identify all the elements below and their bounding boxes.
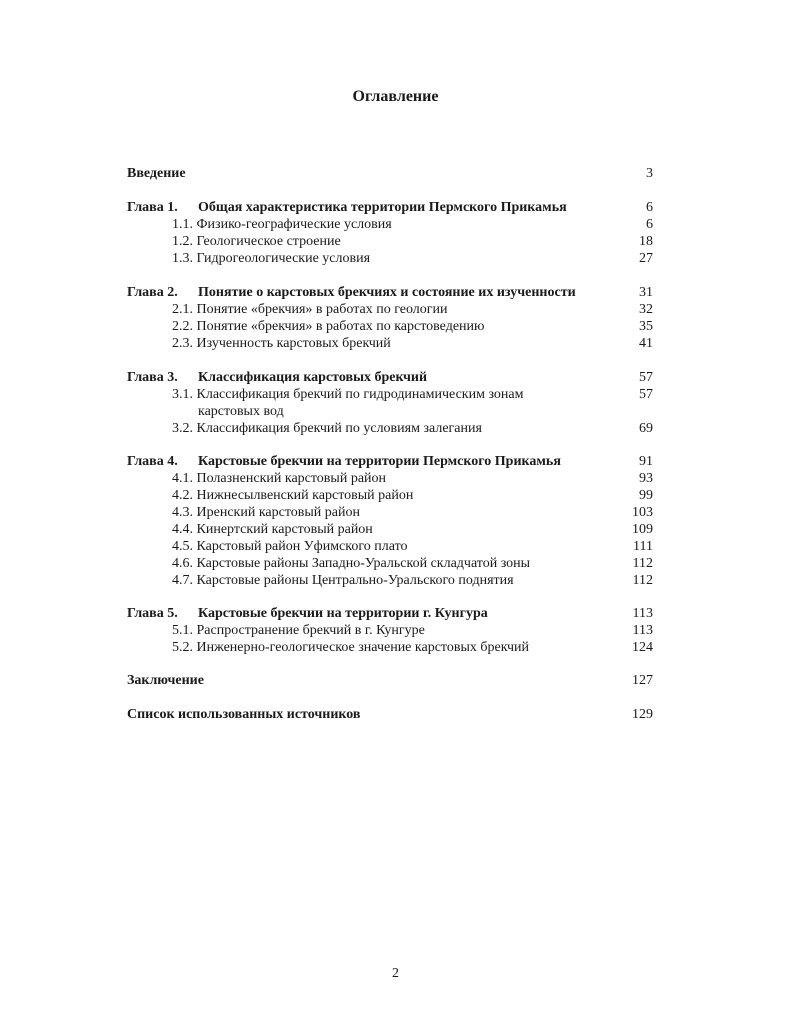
toc-section-4-3[interactable]	[0, 504, 791, 521]
toc-entry-page: 69	[639, 421, 653, 436]
section-label: 4.6. Карстовые районы Западно-Уральской складчатой зоны	[172, 556, 531, 571]
section-label: 2.2. Понятие «брекчия» в работах по карстоведению	[172, 319, 485, 334]
toc-entry-page: 57	[639, 370, 653, 385]
toc-entry-conclusion[interactable]	[0, 672, 791, 689]
toc-entry-page: 111	[633, 539, 653, 554]
chapter-number: Глава 1.	[127, 200, 178, 215]
chapter-number: Глава 5.	[127, 606, 178, 621]
toc-entry-page: 35	[639, 319, 653, 334]
chapter-number: Глава 4.	[127, 454, 178, 469]
toc-section-2-3[interactable]	[0, 335, 791, 352]
section-label: 5.2. Инженерно-геологическое значение карстовых брекчий	[172, 640, 529, 655]
section-label: 4.1. Полазненский карстовый район	[172, 471, 387, 486]
toc-entry-page: 127	[632, 673, 653, 688]
toc-entry-references[interactable]	[0, 706, 791, 723]
section-label: 2.1. Понятие «брекчия» в работах по геологии	[172, 302, 448, 317]
toc-entry-page: 112	[632, 573, 653, 588]
toc-chapter-3[interactable]	[0, 369, 791, 386]
chapter-number: Глава 2.	[127, 285, 178, 300]
toc-section-2-1[interactable]	[0, 301, 791, 318]
toc-entry-page: 31	[639, 285, 653, 300]
chapter-title: Карстовые брекчии на территории г. Кунгура	[198, 606, 488, 621]
toc-entry-introduction[interactable]	[0, 165, 791, 182]
section-label: 3.2. Классификация брекчий по условиям залегания	[172, 421, 482, 436]
chapter-title: Общая характеристика территории Пермского Прикамья	[198, 200, 567, 215]
toc-entry-page: 3	[646, 166, 653, 181]
section-label: 1.2. Геологическое строение	[172, 234, 341, 249]
toc-entry-page: 91	[639, 454, 653, 469]
chapter-title: Карстовые брекчии на территории Пермского Прикамья	[198, 454, 561, 469]
toc-entry-page: 109	[632, 522, 653, 537]
toc-entry-page: 93	[639, 471, 653, 486]
section-label: 3.1. Классификация брекчий по гидродинамическим зонам	[172, 387, 524, 402]
toc-section-3-1[interactable]	[0, 386, 791, 403]
toc-entry-page: 32	[639, 302, 653, 317]
toc-entry-page: 6	[646, 217, 653, 232]
toc-entry-page: 99	[639, 488, 653, 503]
toc-section-4-1[interactable]	[0, 470, 791, 487]
section-label-continuation: карстовых вод	[198, 404, 284, 419]
toc-section-3-2[interactable]	[0, 420, 791, 437]
toc-entry-page: 103	[632, 505, 653, 520]
toc-entry-label: Список использованных источников	[127, 707, 361, 722]
toc-section-4-2[interactable]	[0, 487, 791, 504]
section-label: 4.5. Карстовый район Уфимского плато	[172, 539, 408, 554]
toc-section-3-1-continuation[interactable]	[0, 403, 791, 420]
page-title: Оглавление	[352, 88, 439, 105]
toc-entry-label: Заключение	[127, 673, 204, 688]
toc-entry-page: 124	[632, 640, 653, 655]
toc-chapter-4[interactable]	[0, 453, 791, 470]
toc-entry-page: 27	[639, 251, 653, 266]
toc-section-1-3[interactable]	[0, 250, 791, 267]
toc-section-2-2[interactable]	[0, 318, 791, 335]
toc-section-4-6[interactable]	[0, 555, 791, 572]
section-label: 4.2. Нижнесылвенский карстовый район	[172, 488, 414, 503]
toc-entry-page: 112	[632, 556, 653, 571]
toc-entry-page: 113	[632, 623, 653, 638]
toc-chapter-5[interactable]	[0, 605, 791, 622]
toc-section-1-2[interactable]	[0, 233, 791, 250]
section-label: 2.3. Изученность карстовых брекчий	[172, 336, 391, 351]
toc-entry-page: 113	[632, 606, 653, 621]
section-label: 4.4. Кинертский карстовый район	[172, 522, 373, 537]
toc-entry-page: 41	[639, 336, 653, 351]
toc-section-4-7[interactable]	[0, 572, 791, 589]
toc-entry-page: 18	[639, 234, 653, 249]
section-label: 5.1. Распространение брекчий в г. Кунгуре	[172, 623, 425, 638]
toc-chapter-2[interactable]	[0, 284, 791, 301]
section-label: 1.3. Гидрогеологические условия	[172, 251, 371, 266]
section-label: 4.7. Карстовые районы Центрально-Уральского поднятия	[172, 573, 514, 588]
toc-section-4-4[interactable]	[0, 521, 791, 538]
page-number: 2	[392, 966, 399, 981]
chapter-number: Глава 3.	[127, 370, 178, 385]
toc-section-1-1[interactable]	[0, 216, 791, 233]
section-label: 4.3. Иренский карстовый район	[172, 505, 360, 520]
toc-section-5-2[interactable]	[0, 639, 791, 656]
toc-section-5-1[interactable]	[0, 622, 791, 639]
toc-entry-page: 6	[646, 200, 653, 215]
toc-entry-page: 57	[639, 387, 653, 402]
section-label: 1.1. Физико-географические условия	[172, 217, 392, 232]
toc-entry-label: Введение	[127, 166, 186, 181]
toc-entry-page: 129	[632, 707, 653, 722]
chapter-title: Понятие о карстовых брекчиях и состояние их изученности	[198, 285, 576, 300]
toc-section-4-5[interactable]	[0, 538, 791, 555]
chapter-title: Классификация карстовых брекчий	[198, 370, 428, 385]
toc-chapter-1[interactable]	[0, 199, 791, 216]
